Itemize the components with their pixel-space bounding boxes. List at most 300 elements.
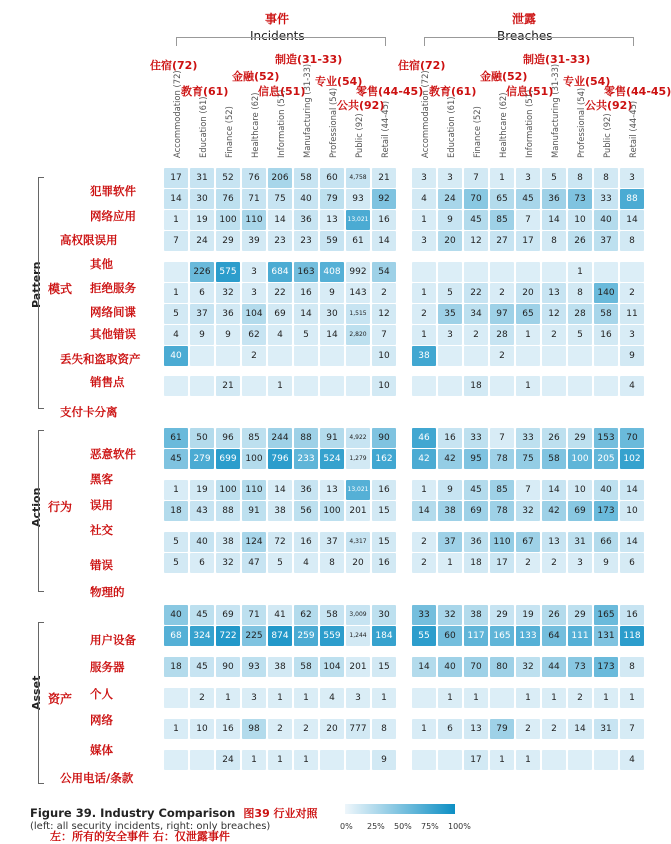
- incidents-cell: 3,009: [346, 605, 370, 625]
- incidents-cell: 14: [320, 325, 344, 345]
- breaches-cell: 10: [568, 480, 592, 500]
- breaches-cell: 117: [464, 626, 488, 646]
- breaches-cell: 32: [516, 657, 540, 677]
- incidents-cell: 41: [268, 605, 292, 625]
- breaches-cell: 131: [594, 626, 618, 646]
- incidents-cell: 13,021: [346, 480, 370, 500]
- incidents-cell: 244: [268, 428, 292, 448]
- incidents-cell: 62: [294, 605, 318, 625]
- breaches-cell: 1: [412, 719, 436, 739]
- incidents-cell: 10: [372, 346, 396, 366]
- industry-label-cn: 住宿(72): [150, 59, 198, 72]
- incidents-cell: 124: [242, 532, 266, 552]
- incidents-cell: 32: [216, 553, 240, 573]
- breaches-cell: 55: [412, 626, 436, 646]
- incidents-cell: 206: [268, 168, 292, 188]
- incidents-cell: 61: [164, 428, 188, 448]
- industry-label-cn: 零售(44-45): [356, 85, 424, 98]
- breaches-cell: 1: [438, 688, 462, 708]
- breaches-cell: 17: [516, 231, 540, 251]
- incidents-col-header: Manufacturing (31-33): [302, 63, 312, 158]
- row-label-cn: 网络: [90, 713, 113, 727]
- incidents-cell: 100: [216, 210, 240, 230]
- industry-label-cn: 专业(54): [315, 75, 363, 88]
- incidents-cell: 1: [268, 750, 292, 770]
- incidents-cell: 30: [372, 605, 396, 625]
- incidents-cell: 45: [190, 657, 214, 677]
- incidents-cell: 14: [268, 210, 292, 230]
- breaches-cell: 97: [490, 304, 514, 324]
- caption-title-cn: 图39 行业对照: [243, 807, 318, 820]
- breaches-cell: 14: [568, 719, 592, 739]
- incidents-cell: 4,922: [346, 428, 370, 448]
- incidents-cell: 1: [216, 688, 240, 708]
- breaches-cell: [412, 750, 436, 770]
- incidents-cell: 13,021: [346, 210, 370, 230]
- row-label-cn: 恶意软件: [90, 447, 136, 461]
- breaches-cell: 1: [412, 210, 436, 230]
- breaches-cell: 29: [568, 428, 592, 448]
- breaches-cell: 14: [620, 480, 644, 500]
- breaches-cell: 17: [490, 553, 514, 573]
- breaches-cell: 69: [568, 501, 592, 521]
- incidents-cell: 60: [320, 168, 344, 188]
- incidents-cell: 18: [164, 657, 188, 677]
- row-label-cn: 其他: [90, 257, 113, 271]
- breaches-cell: 8: [568, 168, 592, 188]
- incidents-col-header: Healthcare (62): [250, 92, 260, 158]
- breaches-cell: [490, 688, 514, 708]
- breaches-cell: 67: [516, 532, 540, 552]
- breaches-cell: 3: [438, 325, 462, 345]
- incidents-cell: 6: [190, 283, 214, 303]
- breaches-cell: 95: [464, 449, 488, 469]
- incidents-col-header: Finance (52): [224, 106, 234, 158]
- incidents-cell: 18: [164, 501, 188, 521]
- breaches-cell: 4: [620, 750, 644, 770]
- breaches-cell: 9: [438, 210, 462, 230]
- incidents-cell: 684: [268, 262, 292, 282]
- incidents-cell: 24: [190, 231, 214, 251]
- breaches-cell: 140: [594, 283, 618, 303]
- incidents-cell: [346, 376, 370, 396]
- breaches-cell: 6: [438, 719, 462, 739]
- incidents-cell: 110: [242, 480, 266, 500]
- breaches-cell: 31: [594, 719, 618, 739]
- incidents-cell: 75: [268, 189, 292, 209]
- figure-caption: [30, 802, 350, 843]
- incidents-cell: 88: [294, 428, 318, 448]
- incidents-cell: 56: [294, 501, 318, 521]
- breaches-cell: 24: [438, 189, 462, 209]
- incidents-cell: 2,820: [346, 325, 370, 345]
- incidents-col-header: Retail (44-45): [380, 100, 390, 158]
- incidents-cell: 324: [190, 626, 214, 646]
- row-label-cn: 服务器: [90, 660, 125, 674]
- incidents-cell: 100: [242, 449, 266, 469]
- breaches-cell: 38: [464, 605, 488, 625]
- breaches-cell: 4: [620, 376, 644, 396]
- breaches-cell: 1: [438, 553, 462, 573]
- incidents-cell: 1,244: [346, 626, 370, 646]
- industry-label-cn: 公共(92): [585, 99, 633, 112]
- incidents-cell: 143: [346, 283, 370, 303]
- incidents-cell: 39: [242, 231, 266, 251]
- incidents-cell: 5: [164, 532, 188, 552]
- breaches-cell: 65: [516, 304, 540, 324]
- incidents-cell: 4: [268, 325, 292, 345]
- breaches-cell: 75: [516, 449, 540, 469]
- industry-label-cn: 信息(51): [258, 85, 306, 98]
- incidents-cell: 1,515: [346, 304, 370, 324]
- breaches-cell: 153: [594, 428, 618, 448]
- incidents-bracket: [176, 37, 386, 46]
- incidents-cell: 3: [242, 262, 266, 282]
- row-label-cn: 丢失和盗取资产: [60, 352, 141, 366]
- breaches-cell: 2: [412, 304, 436, 324]
- breaches-cell: 16: [594, 325, 618, 345]
- breaches-cell: 20: [516, 283, 540, 303]
- industry-label-cn: 金融(52): [232, 70, 280, 83]
- incidents-cell: 88: [216, 501, 240, 521]
- incidents-cell: 225: [242, 626, 266, 646]
- incidents-cell: 408: [320, 262, 344, 282]
- row-label-cn: 犯罪软件: [90, 184, 136, 198]
- incidents-cell: 559: [320, 626, 344, 646]
- incidents-cell: 4: [294, 553, 318, 573]
- incidents-cell: 23: [268, 231, 292, 251]
- breaches-cell: 65: [490, 189, 514, 209]
- breaches-cell: 66: [594, 532, 618, 552]
- breaches-cell: 78: [490, 449, 514, 469]
- incidents-cell: 796: [268, 449, 292, 469]
- breaches-cell: 31: [568, 532, 592, 552]
- breaches-cell: 2: [412, 532, 436, 552]
- industry-label-cn: 金融(52): [480, 70, 528, 83]
- breaches-cell: 5: [542, 168, 566, 188]
- breaches-cell: 40: [438, 657, 462, 677]
- incidents-cell: 12: [372, 304, 396, 324]
- incidents-cell: 20: [346, 553, 370, 573]
- scale-tick-label: 50%: [394, 822, 412, 831]
- breaches-cell: 70: [464, 189, 488, 209]
- incidents-cell: 16: [294, 283, 318, 303]
- breaches-cell: 7: [490, 428, 514, 448]
- incidents-cell: 54: [372, 262, 396, 282]
- breaches-cell: 5: [438, 283, 462, 303]
- breaches-cell: 32: [516, 501, 540, 521]
- incidents-cell: 16: [372, 210, 396, 230]
- breaches-cell: 16: [620, 605, 644, 625]
- breaches-cell: 3: [412, 231, 436, 251]
- row-label-cn: 错误: [90, 558, 113, 572]
- breaches-cell: 14: [542, 480, 566, 500]
- breaches-cell: 36: [542, 189, 566, 209]
- breaches-cell: [594, 346, 618, 366]
- incidents-cell: 22: [268, 283, 292, 303]
- incidents-cell: 524: [320, 449, 344, 469]
- industry-label-cn: 专业(54): [563, 75, 611, 88]
- breaches-cell: 133: [516, 626, 540, 646]
- breaches-cell: 35: [438, 304, 462, 324]
- asset-bracket: [38, 622, 44, 784]
- incidents-cell: 1,279: [346, 449, 370, 469]
- breaches-cell: [516, 262, 540, 282]
- row-label-cn: 黑客: [90, 472, 113, 486]
- incidents-cell: 100: [320, 501, 344, 521]
- incidents-cell: 3: [242, 283, 266, 303]
- incidents-cell: 19: [190, 480, 214, 500]
- breaches-cell: 14: [412, 501, 436, 521]
- breaches-cell: 2: [542, 553, 566, 573]
- breaches-cell: 60: [438, 626, 462, 646]
- incidents-cell: 43: [190, 501, 214, 521]
- breaches-cell: 44: [542, 657, 566, 677]
- breaches-cell: [412, 688, 436, 708]
- incidents-cell: 24: [216, 750, 240, 770]
- breaches-cell: 13: [542, 532, 566, 552]
- breaches-cell: 37: [438, 532, 462, 552]
- breaches-cell: 17: [464, 750, 488, 770]
- breaches-cell: 1: [490, 750, 514, 770]
- breaches-cell: 1: [594, 688, 618, 708]
- breaches-cell: 40: [594, 480, 618, 500]
- breaches-cell: 7: [620, 719, 644, 739]
- breaches-cell: 173: [594, 501, 618, 521]
- incidents-cell: 226: [190, 262, 214, 282]
- breaches-cell: 33: [464, 428, 488, 448]
- breaches-cell: [568, 346, 592, 366]
- breaches-cell: 33: [516, 428, 540, 448]
- incidents-cell: 32: [216, 283, 240, 303]
- scale-tick-label: 25%: [367, 822, 385, 831]
- breaches-cell: 6: [620, 553, 644, 573]
- incidents-cell: 47: [242, 553, 266, 573]
- group-label-pattern: Pattern: [30, 261, 43, 308]
- breaches-cell: 2: [464, 325, 488, 345]
- incidents-cell: 19: [190, 210, 214, 230]
- breaches-cell: 22: [464, 283, 488, 303]
- breaches-cell: 8: [542, 231, 566, 251]
- incidents-cell: 5: [164, 304, 188, 324]
- breaches-cell: 111: [568, 626, 592, 646]
- caption-title: Figure 39. Industry Comparison: [30, 806, 236, 820]
- incidents-cell: 2: [268, 719, 292, 739]
- incidents-cell: 15: [372, 501, 396, 521]
- incidents-cell: 1: [268, 688, 292, 708]
- breaches-cell: 69: [464, 501, 488, 521]
- breaches-cell: 7: [516, 210, 540, 230]
- incidents-cell: 40: [294, 189, 318, 209]
- breaches-cell: 13: [542, 283, 566, 303]
- row-label-cn: 用户设备: [90, 633, 136, 647]
- breaches-cell: [594, 750, 618, 770]
- incidents-cell: 71: [242, 605, 266, 625]
- incidents-cell: 3: [346, 688, 370, 708]
- incidents-cell: 1: [242, 750, 266, 770]
- incidents-cell: 110: [242, 210, 266, 230]
- incidents-cell: 85: [242, 428, 266, 448]
- incidents-cell: 58: [294, 657, 318, 677]
- industry-label-cn: 住宿(72): [398, 59, 446, 72]
- breaches-cell: 42: [438, 449, 462, 469]
- breaches-cell: 1: [620, 688, 644, 708]
- breaches-cell: 100: [568, 449, 592, 469]
- breaches-cell: 2: [516, 719, 540, 739]
- incidents-col-header: Professional (54): [328, 87, 338, 158]
- incidents-cell: [320, 376, 344, 396]
- incidents-cell: 1: [268, 376, 292, 396]
- industry-label-cn: 公共(92): [337, 99, 385, 112]
- breaches-cell: [542, 262, 566, 282]
- incidents-cell: 90: [216, 657, 240, 677]
- breaches-cell: 18: [464, 553, 488, 573]
- breaches-cell: 3: [620, 168, 644, 188]
- breaches-title-cn: 泄露: [512, 12, 537, 26]
- group-label-action-cn: 行为: [48, 500, 73, 514]
- incidents-cell: 5: [268, 553, 292, 573]
- incidents-cell: 76: [242, 168, 266, 188]
- breaches-cell: [542, 376, 566, 396]
- breaches-cell: 45: [464, 480, 488, 500]
- incidents-cell: 10: [372, 376, 396, 396]
- industry-label-cn: 教育(61): [429, 85, 477, 98]
- breaches-cell: 1: [516, 750, 540, 770]
- breaches-cell: 29: [490, 605, 514, 625]
- incidents-cell: [268, 346, 292, 366]
- breaches-cell: 13: [464, 719, 488, 739]
- incidents-cell: 104: [242, 304, 266, 324]
- breaches-cell: 1: [516, 325, 540, 345]
- group-label-action: Action: [30, 487, 43, 527]
- incidents-cell: 163: [294, 262, 318, 282]
- incidents-cell: 21: [216, 376, 240, 396]
- caption-subtitle-cn: 左：所有的安全事件 右：仅泄露事件: [50, 830, 230, 843]
- incidents-cell: 2: [242, 346, 266, 366]
- breaches-cell: 33: [412, 605, 436, 625]
- breaches-cell: 14: [620, 210, 644, 230]
- breaches-cell: 3: [412, 168, 436, 188]
- incidents-cell: 2: [294, 719, 318, 739]
- pattern-bracket: [38, 177, 44, 409]
- incidents-cell: 13: [320, 480, 344, 500]
- incidents-cell: 37: [320, 532, 344, 552]
- breaches-cell: [438, 262, 462, 282]
- incidents-cell: 30: [320, 304, 344, 324]
- breaches-bracket: [424, 37, 634, 46]
- breaches-cell: 1: [568, 262, 592, 282]
- incidents-cell: 40: [164, 346, 188, 366]
- breaches-cell: 1: [516, 688, 540, 708]
- breaches-cell: 5: [568, 325, 592, 345]
- breaches-cell: 10: [620, 501, 644, 521]
- incidents-cell: 69: [216, 605, 240, 625]
- incidents-cell: 91: [320, 428, 344, 448]
- incidents-cell: [294, 346, 318, 366]
- incidents-cell: 5: [294, 325, 318, 345]
- row-label-cn: 物理的: [90, 585, 125, 599]
- incidents-cell: 14: [164, 189, 188, 209]
- incidents-cell: 90: [372, 428, 396, 448]
- breaches-col-header: Public (92): [602, 113, 612, 158]
- incidents-cell: 7: [372, 325, 396, 345]
- incidents-cell: 7: [164, 231, 188, 251]
- breaches-cell: 1: [412, 325, 436, 345]
- incidents-cell: 17: [164, 168, 188, 188]
- scale-tick-label: 75%: [421, 822, 439, 831]
- breaches-cell: 2: [516, 553, 540, 573]
- breaches-cell: [594, 262, 618, 282]
- breaches-cell: 2: [542, 325, 566, 345]
- breaches-cell: 3: [516, 168, 540, 188]
- incidents-cell: 9: [372, 750, 396, 770]
- incidents-cell: 1: [372, 688, 396, 708]
- breaches-cell: 9: [438, 480, 462, 500]
- incidents-cell: 79: [320, 189, 344, 209]
- incidents-cell: 36: [294, 210, 318, 230]
- breaches-cell: [516, 346, 540, 366]
- incidents-cell: 14: [372, 231, 396, 251]
- incidents-cell: 58: [294, 168, 318, 188]
- incidents-cell: 9: [320, 283, 344, 303]
- incidents-cell: 233: [294, 449, 318, 469]
- incidents-cell: [164, 750, 188, 770]
- incidents-cell: 69: [268, 304, 292, 324]
- breaches-cell: [490, 376, 514, 396]
- breaches-cell: 20: [438, 231, 462, 251]
- breaches-cell: 27: [490, 231, 514, 251]
- incidents-cell: 4: [320, 688, 344, 708]
- breaches-cell: 4: [412, 189, 436, 209]
- incidents-cell: 52: [216, 168, 240, 188]
- incidents-title: Incidents: [250, 29, 305, 43]
- group-label-asset-cn: 资产: [48, 692, 73, 706]
- incidents-cell: 31: [190, 168, 214, 188]
- group-label-pattern-cn: 模式: [48, 282, 73, 296]
- incidents-cell: 72: [268, 532, 292, 552]
- row-label-cn: 误用: [90, 498, 113, 512]
- incidents-cell: 16: [216, 719, 240, 739]
- breaches-cell: [620, 262, 644, 282]
- incidents-cell: 92: [372, 189, 396, 209]
- breaches-cell: 34: [464, 304, 488, 324]
- breaches-cell: 19: [516, 605, 540, 625]
- incidents-cell: 36: [294, 480, 318, 500]
- scale-tick-label: 100%: [448, 822, 471, 831]
- row-label-cn: 媒体: [90, 743, 113, 757]
- breaches-cell: 12: [464, 231, 488, 251]
- incidents-cell: [294, 376, 318, 396]
- breaches-cell: 165: [490, 626, 514, 646]
- breaches-cell: [490, 262, 514, 282]
- breaches-cell: 14: [620, 532, 644, 552]
- incidents-cell: 61: [346, 231, 370, 251]
- incidents-cell: 1: [164, 480, 188, 500]
- incidents-cell: 9: [190, 325, 214, 345]
- breaches-cell: 42: [542, 501, 566, 521]
- breaches-cell: 2: [620, 283, 644, 303]
- incidents-cell: [190, 346, 214, 366]
- incidents-cell: 30: [190, 189, 214, 209]
- breaches-cell: 11: [620, 304, 644, 324]
- incidents-cell: 1: [294, 750, 318, 770]
- incidents-cell: 16: [294, 532, 318, 552]
- incidents-cell: 36: [216, 304, 240, 324]
- breaches-col-header: Finance (52): [472, 106, 482, 158]
- row-labels: [0, 0, 160, 844]
- incidents-cell: [216, 346, 240, 366]
- breaches-cell: 70: [620, 428, 644, 448]
